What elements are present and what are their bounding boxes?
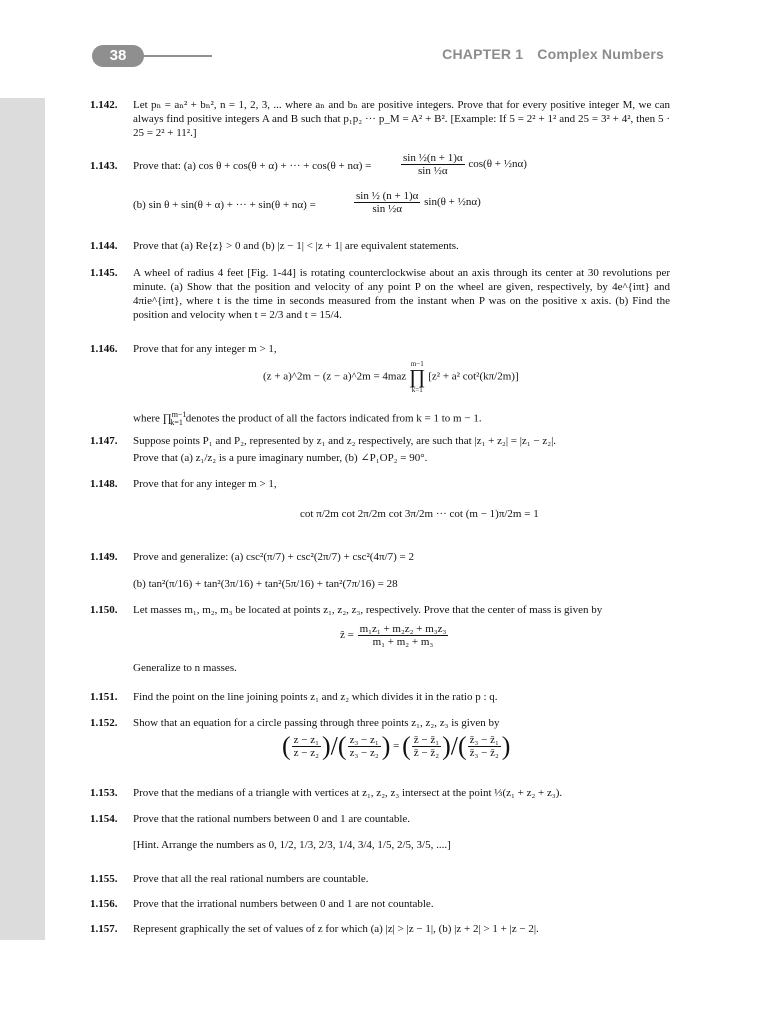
fraction-numerator: m₁z₁ + m₂z₂ + m₃z₃ bbox=[359, 623, 447, 635]
fraction-denominator: z̄₃ − z̄₂ bbox=[469, 747, 499, 759]
problem-text: Prove that the irrational numbers between 0 and 1 are not countable. bbox=[133, 898, 434, 910]
problem-text: Prove that the rational numbers between 0 and 1 are countable. bbox=[133, 813, 411, 825]
problem-number: 1.152. bbox=[90, 717, 118, 729]
fraction-denominator: z̄ − z̄₂ bbox=[413, 747, 440, 759]
fraction-denominator: sin ½α bbox=[418, 165, 448, 177]
problem-hint: [Hint. Arrange the numbers as 0, 1/2, 1/3, 2/3, 1/4, 3/4, 1/5, 2/5, 3/5, ....] bbox=[133, 839, 451, 851]
problem-text: Prove that the medians of a triangle with vertices at z₁, z₂, z₃ intersect at the point ⅓(z₁ + z₂ + z₃). bbox=[133, 787, 563, 799]
problem-number: 1.154. bbox=[90, 813, 118, 825]
problem-number: 1.155. bbox=[90, 873, 118, 885]
fraction-numerator: z̄₃ − z̄₁ bbox=[469, 734, 499, 746]
problem-number: 1.145. bbox=[90, 267, 118, 279]
problem-number: 1.147. bbox=[90, 435, 118, 447]
problem-number: 1.143. bbox=[90, 160, 118, 172]
equation-right: [z² + a² cot²(kπ/2m)] bbox=[428, 370, 519, 383]
equation-left: (z + a)^2m − (z − a)^2m = 4maz bbox=[263, 370, 407, 383]
problem-text: Prove and generalize: (a) csc²(π/7) + csc²(2π/7) + csc²(4π/7) = 2 bbox=[133, 551, 414, 563]
problem-text-b: (b) sin θ + sin(θ + α) + ··· + sin(θ + nα) = bbox=[133, 199, 316, 211]
problem-text: Let masses m₁, m₂, m₃ be located at points z₁, z₂, z₃, respectively. Prove that the center of mass is given by bbox=[133, 604, 603, 616]
problem-number: 1.146. bbox=[90, 343, 118, 355]
problem-1-146 bbox=[90, 342, 670, 427]
equation-lhs: ẑ = bbox=[340, 629, 354, 642]
fraction-denominator: sin ½α bbox=[372, 203, 402, 215]
page-number-badge: 38 bbox=[92, 45, 144, 67]
problem-number: 1.148. bbox=[90, 478, 118, 490]
fraction-denominator: z₃ − z₂ bbox=[349, 747, 379, 759]
fraction-numerator: z₃ − z₁ bbox=[349, 734, 379, 746]
problem-text: Find the point on the line joining points z₁ and z₂ which divides it in the ratio p : q. bbox=[133, 691, 498, 703]
problem-text: Prove that for any integer m > 1, bbox=[133, 478, 277, 490]
problem-1-148 bbox=[90, 477, 670, 537]
problem-text: Prove that all the real rational numbers are countable. bbox=[133, 873, 369, 885]
problem-number: 1.144. bbox=[90, 240, 118, 252]
problem-number: 1.151. bbox=[90, 691, 118, 703]
where-text: denotes the product of all the factors indicated from k = 1 to m − 1. bbox=[185, 412, 482, 425]
problem-number: 1.150. bbox=[90, 604, 118, 616]
chapter-label: CHAPTER 1 bbox=[442, 46, 524, 62]
side-margin-bar bbox=[0, 98, 45, 940]
fraction-numerator: z − z₁ bbox=[293, 734, 319, 746]
equation-tail: sin(θ + ½nα) bbox=[424, 196, 481, 209]
problem-text-b: (b) tan²(π/16) + tan²(3π/16) + tan²(5π/16) + tan²(7π/16) = 28 bbox=[133, 578, 398, 590]
problem-number: 1.142. bbox=[90, 99, 118, 111]
equation-1-150 bbox=[340, 623, 449, 648]
chapter-header bbox=[442, 46, 664, 62]
problem-text: Prove that for any integer m > 1, bbox=[133, 343, 277, 355]
problem-number: 1.157. bbox=[90, 923, 118, 935]
problem-number: 1.153. bbox=[90, 787, 118, 799]
product-operator: m−1 ∏ k=1 bbox=[409, 360, 426, 394]
problem-text: Let pₙ = aₙ² + bₙ², n = 1, 2, 3, ... where aₙ and bₙ are positive integers. Prove that for every positive integer M, we can always find positive integers A and B such that p₁p₂ ··· p_M = A² + B². [Example: If 5 = 2² + 1² and 25 = 3² + 4², then 5 · 25 = 2² + 11².] bbox=[133, 99, 670, 139]
where-label: where bbox=[133, 412, 160, 425]
product-upper-limit: m−1 bbox=[410, 360, 424, 368]
problem-text: Represent graphically the set of values of z for which (a) |z| > |z − 1|, (b) |z + 2| > 1 + |z − 2|. bbox=[133, 923, 539, 935]
problem-text-b: Generalize to n masses. bbox=[133, 662, 237, 674]
problem-1-143 bbox=[90, 152, 670, 222]
problem-text: Prove that (a) Re{z} > 0 and (b) |z − 1| < |z + 1| are equivalent statements. bbox=[133, 240, 459, 252]
fraction-denominator: m₁ + m₂ + m₃ bbox=[372, 636, 434, 648]
chapter-title: Complex Numbers bbox=[537, 46, 664, 62]
problem-text: Prove that: (a) cos θ + cos(θ + α) + ··· + cos(θ + nα) = bbox=[133, 160, 372, 172]
equation-1-143b bbox=[353, 190, 481, 215]
problem-text: A wheel of radius 4 feet [Fig. 1-44] is rotating counterclockwise about an axis through its center at 30 revolutions per minute. (a) Show that the position and velocity of any point P on the wheel are given, respectively, by 4e^{iπt} and 4πie^{iπt}, where t is the time in seconds measured from the instant when P was on the positive x axis. (b) Find the position and velocity when t = 2/3 and t = 15/4. bbox=[133, 267, 670, 321]
fraction-numerator: z̄ − z̄₁ bbox=[413, 734, 440, 746]
equation-1-152: ( $\frac{\text{z − z₁}}{\text{z − z₂}}$ )/( $\frac{\text{z₃ − z₁}}{\text{z₃ − z₂}}$ ) = ( $\frac{\text{z̄ − z̄₁}}{\text{z̄ − z̄₂}}$ )/( $\frac{\text{z̄₃ − z̄₁}}{\text{z̄₃ − z̄₂}}$ ) bbox=[282, 731, 511, 761]
fraction-denominator: z − z₂ bbox=[293, 747, 319, 759]
problem-1-152 bbox=[90, 716, 670, 776]
problem-number: 1.156. bbox=[90, 898, 118, 910]
problem-number: 1.149. bbox=[90, 551, 118, 563]
problem-where-line: where ∏$^{m-1}_{k=1}$ denotes the product of all the factors indicated from k = 1 to m − 1. bbox=[133, 410, 482, 427]
fraction-numerator: sin ½ (n + 1)α bbox=[356, 190, 419, 202]
equation-tail: cos(θ + ½nα) bbox=[468, 158, 527, 171]
product-lower-limit: k=1 bbox=[411, 386, 423, 394]
equation-1-148: cot π/2m cot 2π/2m cot 3π/2m ··· cot (m − 1)π/2m = 1 bbox=[300, 508, 539, 520]
equation-1-143a bbox=[400, 152, 527, 177]
problem-1-150 bbox=[90, 603, 670, 673]
equation-1-146 bbox=[263, 360, 519, 394]
header-rule bbox=[132, 55, 212, 57]
fraction-numerator: sin ½(n + 1)α bbox=[403, 152, 463, 164]
problem-text: Show that an equation for a circle passing through three points z₁, z₂, z₃ is given by bbox=[133, 717, 500, 729]
problem-text: Suppose points P₁ and P₂, represented by z₁ and z₂ respectively, are such that |z₁ + z₂| = |z₁ − z₂|. bbox=[133, 435, 557, 447]
problem-text-b: Prove that (a) z₁/z₂ is a pure imaginary number, (b) ∠P₁OP₂ = 90°. bbox=[133, 452, 428, 464]
